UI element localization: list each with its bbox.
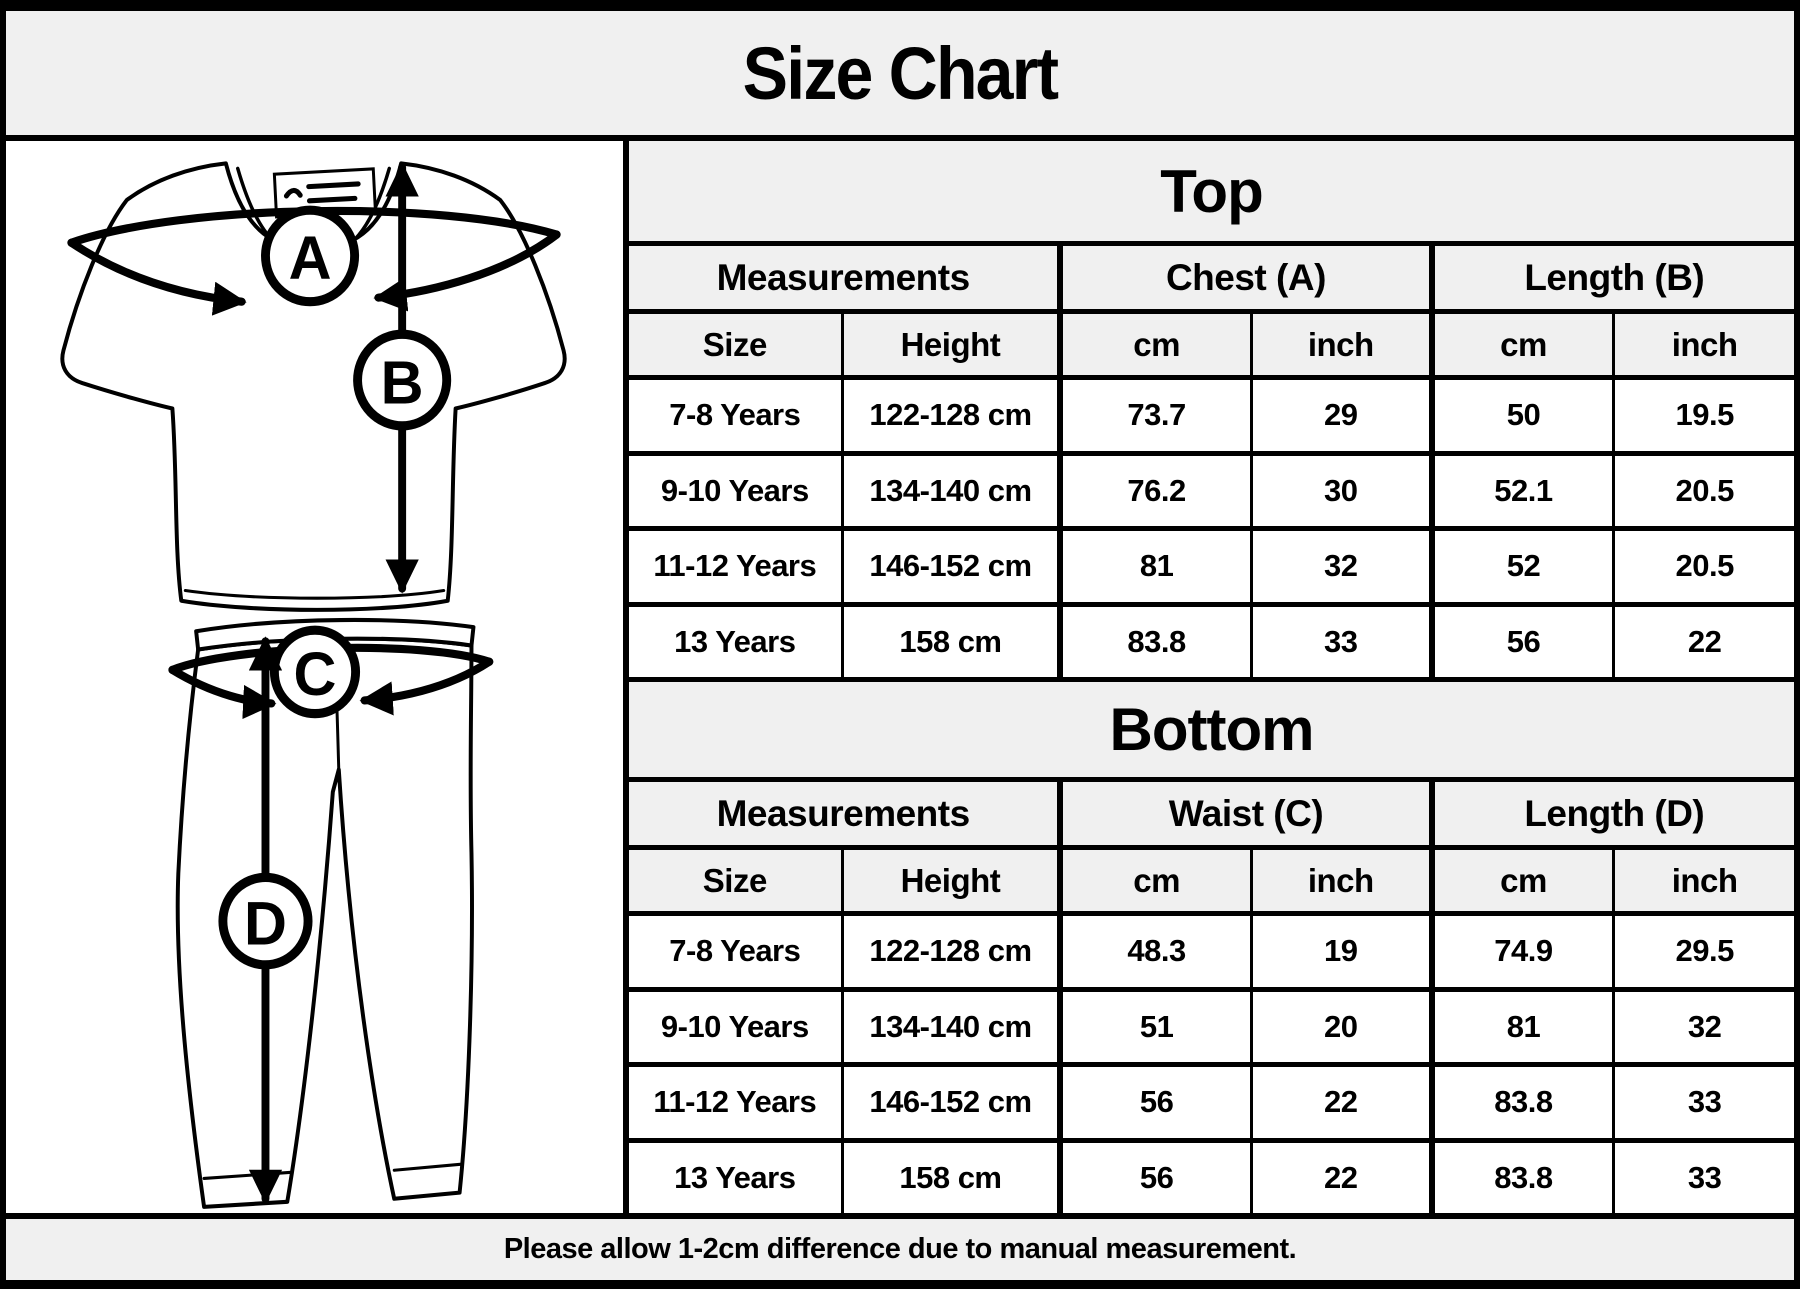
garment-diagram: [6, 141, 623, 1213]
group-header-waist: Waist (C): [1063, 777, 1434, 845]
header-cell-cm: cm: [1063, 309, 1253, 375]
data-cell: 56: [1063, 1062, 1253, 1138]
header-cell-height: Height: [844, 845, 1064, 911]
footer-note-bar: [6, 1213, 1794, 1280]
data-cell: 30: [1253, 451, 1435, 527]
data-cell: 11-12 Years: [629, 526, 844, 602]
top-section-title: Top: [629, 141, 1794, 241]
header-cell-height: Height: [844, 309, 1064, 375]
data-cell: 52: [1435, 526, 1616, 602]
header-cell-size: Size: [629, 845, 844, 911]
data-cell: 74.9: [1435, 911, 1616, 987]
data-cell: 9-10 Years: [629, 987, 844, 1063]
data-cell: 13 Years: [629, 602, 844, 678]
title-bar: [6, 11, 1794, 141]
data-cell: 56: [1435, 602, 1616, 678]
data-cell: 76.2: [1063, 451, 1253, 527]
data-cell: 22: [1615, 602, 1794, 678]
data-cell: 158 cm: [844, 602, 1064, 678]
data-cell: 134-140 cm: [844, 451, 1064, 527]
header-cell-cm: cm: [1063, 845, 1253, 911]
data-cell: 9-10 Years: [629, 451, 844, 527]
group-header-length-b: Length (B): [1435, 241, 1794, 309]
data-cell: 56: [1063, 1138, 1253, 1214]
data-cell: 20.5: [1615, 526, 1794, 602]
group-header-measurements: Measurements: [629, 777, 1063, 845]
data-cell: 22: [1253, 1138, 1435, 1214]
data-cell: 19: [1253, 911, 1435, 987]
data-cell: 122-128 cm: [844, 911, 1064, 987]
data-cell: 33: [1615, 1138, 1794, 1214]
data-cell: 29: [1253, 375, 1435, 451]
group-header-length-d: Length (D): [1435, 777, 1794, 845]
top-size-table: [629, 141, 1794, 677]
label-c: C: [293, 639, 337, 709]
group-header-chest: Chest (A): [1063, 241, 1434, 309]
data-cell: 32: [1615, 987, 1794, 1063]
data-cell: 83.8: [1435, 1062, 1616, 1138]
label-b: B: [380, 347, 424, 417]
label-d: D: [244, 888, 287, 958]
data-cell: 13 Years: [629, 1138, 844, 1214]
data-cell: 20: [1253, 987, 1435, 1063]
data-cell: 33: [1253, 602, 1435, 678]
header-cell-inch: inch: [1615, 845, 1794, 911]
data-cell: 22: [1253, 1062, 1435, 1138]
data-cell: 50: [1435, 375, 1616, 451]
data-cell: 20.5: [1615, 451, 1794, 527]
footer-note: Please allow 1-2cm difference due to manual measurement.: [503, 1233, 1297, 1265]
data-cell: 146-152 cm: [844, 526, 1064, 602]
data-cell: 81: [1435, 987, 1616, 1063]
data-cell: 158 cm: [844, 1138, 1064, 1214]
label-a: A: [288, 223, 332, 293]
data-cell: 19.5: [1615, 375, 1794, 451]
data-cell: 48.3: [1063, 911, 1253, 987]
bottom-size-table: [629, 677, 1794, 1213]
garment-diagram-panel: [6, 141, 629, 1213]
bottom-section-title: Bottom: [629, 677, 1794, 777]
data-cell: 146-152 cm: [844, 1062, 1064, 1138]
data-cell: 11-12 Years: [629, 1062, 844, 1138]
data-cell: 33: [1615, 1062, 1794, 1138]
data-cell: 32: [1253, 526, 1435, 602]
data-cell: 122-128 cm: [844, 375, 1064, 451]
data-cell: 134-140 cm: [844, 987, 1064, 1063]
header-cell-inch: inch: [1253, 309, 1435, 375]
header-cell-inch: inch: [1615, 309, 1794, 375]
data-cell: 73.7: [1063, 375, 1253, 451]
content: [6, 141, 1794, 1213]
data-cell: 7-8 Years: [629, 375, 844, 451]
header-cell-inch: inch: [1253, 845, 1435, 911]
header-cell-cm: cm: [1435, 845, 1616, 911]
data-cell: 7-8 Years: [629, 911, 844, 987]
data-cell: 29.5: [1615, 911, 1794, 987]
header-cell-size: Size: [629, 309, 844, 375]
header-cell-cm: cm: [1435, 309, 1616, 375]
data-cell: 51: [1063, 987, 1253, 1063]
data-cell: 81: [1063, 526, 1253, 602]
data-cell: 83.8: [1435, 1138, 1616, 1214]
tables-panel: [629, 141, 1794, 1213]
page-title: Size Chart: [742, 31, 1058, 115]
group-header-measurements: Measurements: [629, 241, 1063, 309]
data-cell: 52.1: [1435, 451, 1616, 527]
data-cell: 83.8: [1063, 602, 1253, 678]
